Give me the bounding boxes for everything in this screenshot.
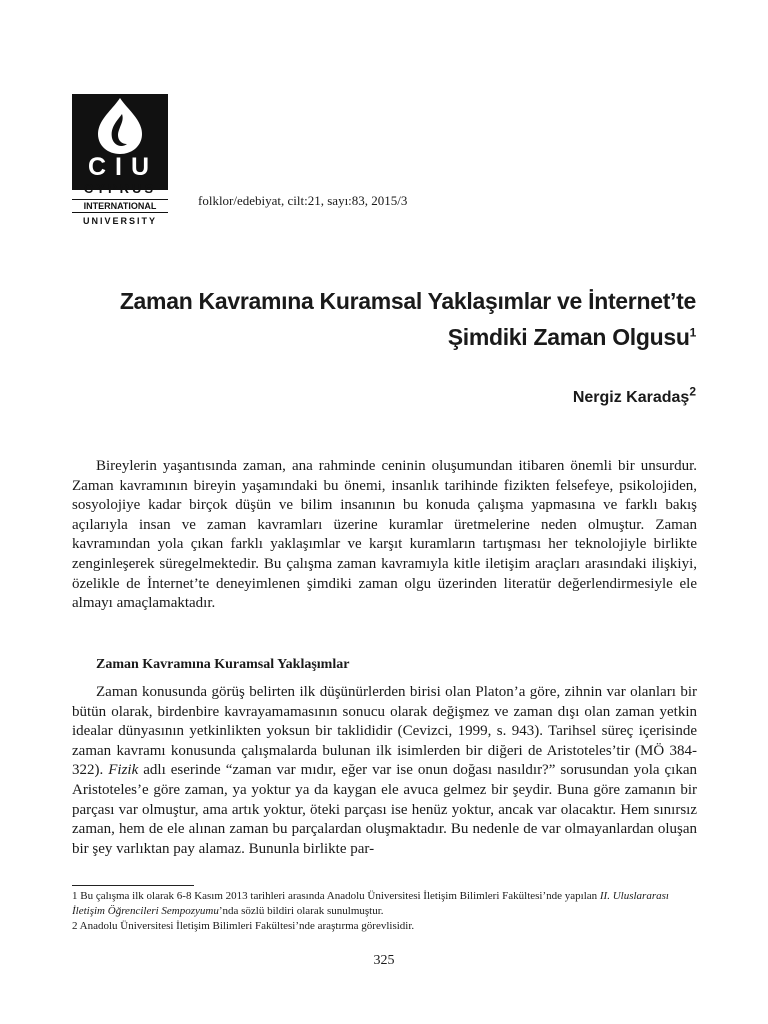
footnote-1 [72,889,697,919]
footnote-2: 2 Anadolu Üniversitesi İletişim Bilimleri Fakültesi’nde araştırma görevlisidir. [72,920,415,932]
body-text-part-2: adlı eserinde “zaman var mıdır, eğer var ise onun doğası nasıldır?” sorusundan yola çıkan Aristoteles’e göre zaman, ya yoktur ya da kaygan ele avuca gelmez bir şeydir. Buna göre zamanın bir parçası var olmuştur, ama artık yoktur, öteki parçası ise henüz yoktur, ancak var olacaktır. Hem sınırsız zaman, hem de ele alınan zaman bu parçalardan oluşmaktadır. Bu nedenle de var olmayanlardan oluşan bir şey varlıktan pay alamaz. Bununla birlikte par- [72,762,698,857]
body-paragraph [72,683,697,859]
page-number: 325 [373,953,395,968]
paper-title [76,283,696,355]
footnote-1-italic: II. Uluslararası İletişim Öğrencileri Sempozyumu [72,890,669,917]
logo-abbreviation: CIU [87,153,159,181]
footnotes [72,889,697,934]
title-line-2 [76,319,696,355]
flame-drop-icon [72,94,168,156]
title-line-1: Zaman Kavramına Kuramsal Yaklaşımlar ve İnternet’te [119,288,696,314]
author-name [572,384,696,407]
logo-line-international: INTERNATIONAL [72,199,168,213]
footnote-1-text-b: ’nda sözlü bildiri olarak sunulmuştur. [218,905,384,917]
section-heading: Zaman Kavramına Kuramsal Yaklaşımlar [96,657,350,672]
body-text-part-1: Zaman konusunda görüş belirten ilk düşünürlerden birisi olan Platon’a göre, zihnin var olanları bir bütün olarak, birdenbire kavrayamamasının sonucu olarak değişmez ve zaman dışı olan zaman yetkin idealar dünyasının yetkinlikten yoksun bir taklididir (Cevizci, 1999, s. 943). Tarihsel süreç içerisinde zaman kavramı konusunda çalışmalarda bulunan ilk isimlerden bir diğeri de Aristoteles’tir (MÖ 384-322). [72,684,697,779]
journal-reference: folklor/edebiyat, cilt:21, sayı:83, 2015/3 [198,193,408,208]
title-footnote-marker: 1 [689,325,696,340]
footnote-1-text-a: 1 Bu çalışma ilk olarak 6-8 Kasım 2013 tarihleri arasında Anadolu Üniversitesi İletişim Bilimleri Fakültesi’nde yapılan [72,890,600,902]
logo-line-cyprus: CYPRUS [83,181,157,196]
body-italic-title: Fizik [108,762,139,779]
title-line-2-text: Şimdiki Zaman Olgusu [447,324,690,350]
author-footnote-marker: 2 [689,384,696,399]
author-name-text: Nergiz Karadaş [572,389,690,406]
footnote-separator [72,885,194,886]
logo-line-university: UNIVERSITY [82,216,157,226]
abstract-paragraph: Bireylerin yaşantısında zaman, ana rahminde ceninin oluşumundan itibaren önemli bir unsurdur. Zaman kavramının bireyin yaşamındaki bu önemi, insanlık tarihinde fizikten felsefeye, psikolojiden, sosyolojiye kadar birçok düşün ve bilim insanının bu konuda çalışma yapmasına ve farklı bakış açılarıyla insan ve zaman kavramları üzerine kuramlar üretmelerine neden olmuştur. Zaman kavramından yola çıkan farklı yaklaşımlar ve karşıt kuramların tartışması her teknolojiyle birlikte zenginleşerek süregelmektedir. Bu çalışma zaman kavramıyla kitle iletişim araçları arasındaki ilişkiyi, özelikle de İnternet’te deneyimlenen şimdiki zaman olgu üzerinden literatür değerlendirmesiyle ele almayı amaçlamaktadır. [72,458,697,612]
